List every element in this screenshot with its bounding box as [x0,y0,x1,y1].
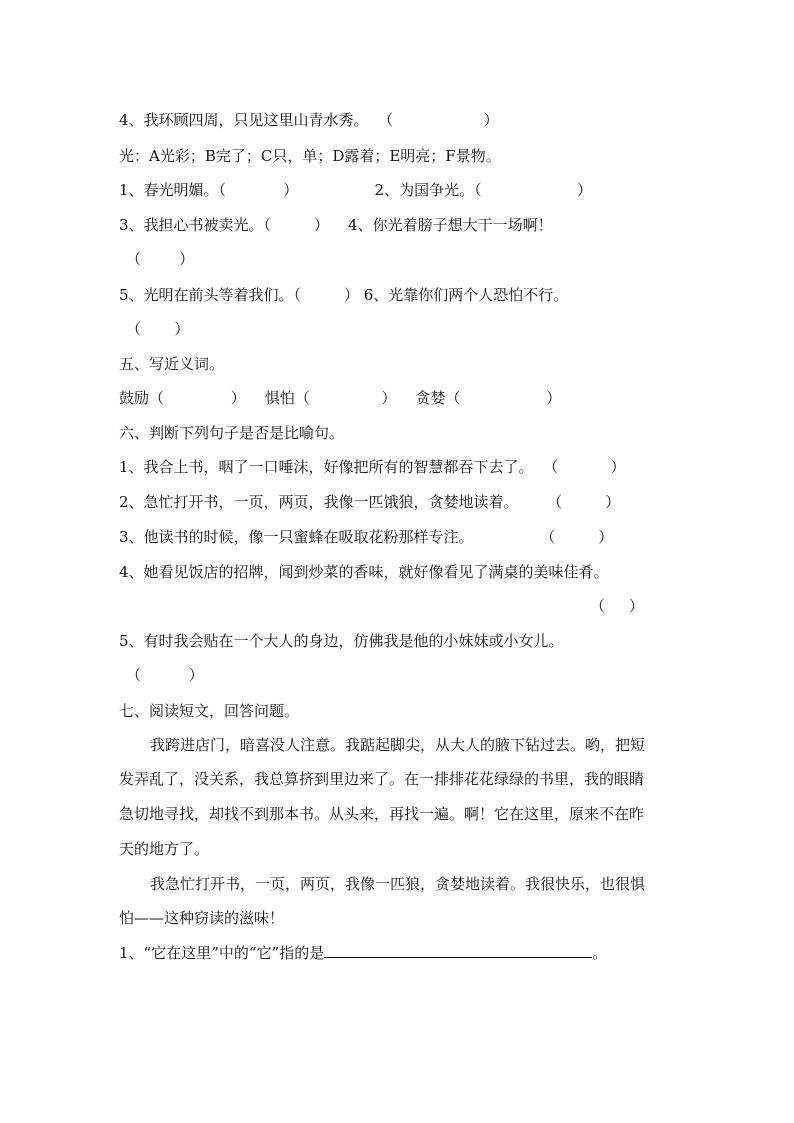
passage-line: 我急忙打开书，一页，两页，我像一匹狼，贪婪地读着。我很快乐，也很惧 [150,875,646,893]
passage-line: 急切地寻找，却找不到那本书。从头来，再找一遍。啊！它在这里，原来不在昨 [119,805,645,823]
answer-blank[interactable] [324,943,592,958]
synonym-line: 鼓励（ ） 惧怕（ ） 贪婪（ ） [119,389,562,407]
section-7-heading: 七、阅读短文，回答问题。 [119,702,300,720]
section-5-heading: 五、写近义词。 [119,355,225,373]
passage-line: 天的地方了。 [119,840,210,858]
metaphor-q1-line: 1、我合上书，咽了一口唾沫，好像把所有的智慧都吞下去了。 （ ） [119,458,626,476]
section-6-heading: 六、判断下列句子是否是比喻句。 [119,424,345,442]
guang-q1-q2-line: 1、春光明媚。（ ） 2、为国争光。（ ） [119,181,592,199]
passage-line: 怕——这种窃读的滋味！ [119,909,285,927]
reading-q1-end: 。 [592,944,608,962]
reading-q1-text: 1、“它在这里”中的“它”指的是 [119,944,325,962]
guang-q3-q4-line: 3、我担心书被卖光。（ ） 4、你光着膀子想大干一场啊！ [119,216,553,234]
metaphor-q5-line: 5、有时我会贴在一个大人的身边，仿佛我是他的小妹妹或小女儿。 [119,632,564,650]
question-4-line: 4、我环顾四周，只见这里山青水秀。 （ ） [119,111,499,129]
metaphor-q3-line: 3、他读书的时候，像一只蜜蜂在吸取花粉那样专注。 （ ） [119,528,614,546]
answer-bracket: （ ） [126,320,190,338]
reading-q1-line [119,943,607,963]
metaphor-q4-line: 4、她看见饭店的招牌，闻到炒菜的香味，就好像看见了满桌的美味佳肴。 [119,563,609,581]
passage-line: 我跨进店门，暗喜没人注意。我踮起脚尖，从大人的腋下钻过去。哟，把短 [150,736,646,754]
guang-q5-q6-line: 5、光明在前头等着我们。（ ） 6、光靠你们两个人恐怕不行。 [119,286,569,304]
passage-line: 发弄乱了，没关系，我总算挤到里边来了。在一排排花花绿绿的书里，我的眼睛 [119,770,645,788]
answer-bracket: （ ） [126,250,195,268]
guang-options-line: 光：A光彩；B完了；C只，单；D露着；E明亮；F景物。 [119,147,501,165]
metaphor-q2-line: 2、急忙打开书，一页，两页，我像一匹饿狼，贪婪地读着。 （ ） [119,493,621,511]
answer-bracket: （ ） [590,597,644,615]
answer-bracket: （ ） [126,666,204,684]
